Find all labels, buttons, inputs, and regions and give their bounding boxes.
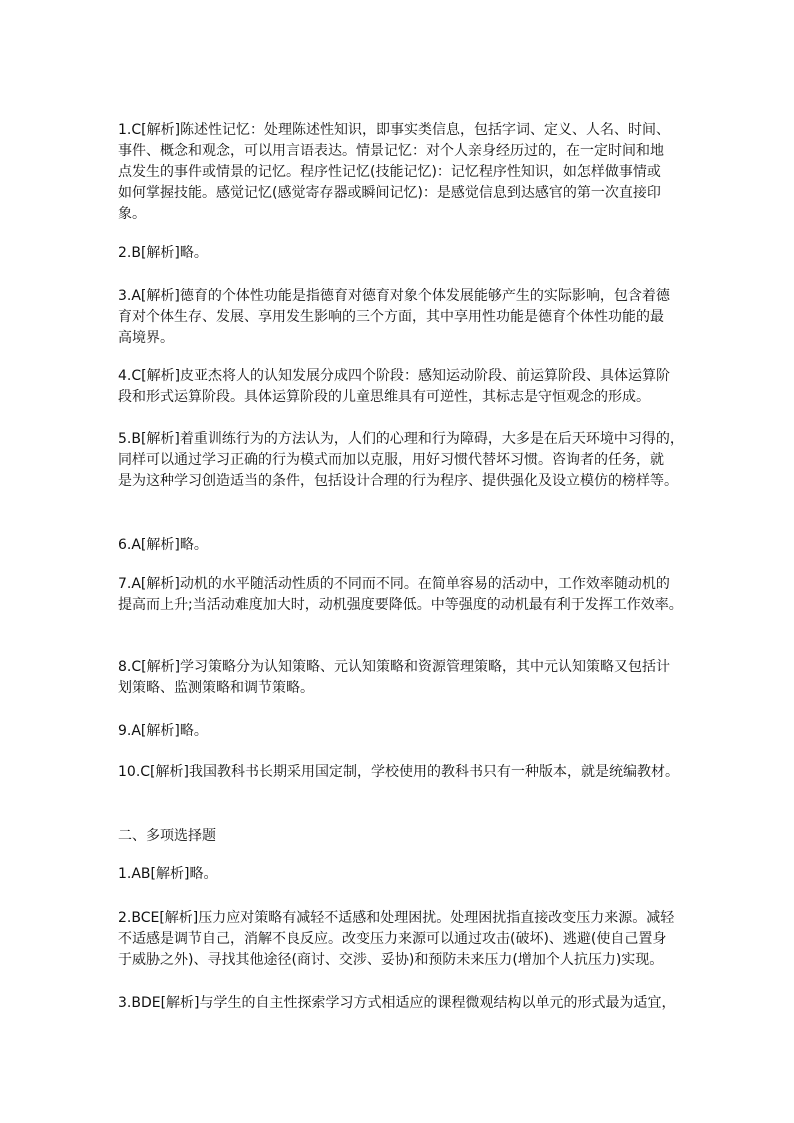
text-line: 10.C[解析]我国教科书长期采用国定制，学校使用的教科书只有一种版本，就是统编教材。	[118, 764, 679, 780]
answer-paragraph-single-4	[118, 366, 718, 408]
answer-paragraph-multi-3	[118, 993, 718, 1014]
text-line: 同样可以通过学习正确的行为模式而加以克服，用好习惯代替坏习惯。咨询者的任务，就	[118, 452, 664, 468]
text-line: 如何掌握技能。感觉记忆(感觉寄存器或瞬间记忆)：是感觉信息到达感官的第一次直接印	[118, 185, 661, 201]
section-heading	[118, 826, 718, 847]
text-line: 1.AB[解析]略。	[118, 866, 218, 882]
answer-paragraph-multi-2	[118, 908, 718, 971]
text-line: 9.A[解析]略。	[118, 723, 208, 739]
answer-paragraph-single-8	[118, 657, 718, 699]
text-line: 育对个体生存、发展、享用发生影响的三个方面，其中享用性功能是德育个体性功能的最	[118, 309, 664, 325]
text-line: 段和形式运算阶段。具体运算阶段的儿童思维具有可逆性，其标志是守恒观念的形成。	[118, 389, 650, 405]
text-line: 是为这种学习创造适当的条件，包括设计合理的行为程序、提供强化及设立模仿的榜样等。	[118, 473, 678, 489]
text-line: 6.A[解析]略。	[118, 537, 208, 553]
text-line: 3.A[解析]德育的个体性功能是指德育对德育对象个体发展能够产生的实际影响，包含着德	[118, 288, 670, 304]
text-line: 点发生的事件或情景的记忆。程序性记忆(技能记忆)：记忆程序性知识，如怎样做事情或	[118, 164, 661, 180]
answer-paragraph-single-6	[118, 535, 718, 556]
answer-paragraph-single-2	[118, 243, 718, 264]
text-line: 划策略、监测策略和调节策略。	[118, 680, 314, 696]
text-line: 事件、概念和观念，可以用言语表达。情景记忆：对个人亲身经历过的，在一定时间和地	[118, 143, 664, 159]
text-line: 高境界。	[118, 330, 174, 346]
text-line: 7.A[解析]动机的水平随活动性质的不同而不同。在简单容易的活动中，工作效率随动机的	[118, 576, 670, 592]
answer-paragraph-single-7	[118, 574, 718, 616]
text-line: 不适感是调节自己，消解不良反应。改变压力来源可以通过攻击(破坏)、逃避(使自己置身	[118, 931, 667, 947]
text-line: 1.C[解析]陈述性记忆：处理陈述性知识，即事实类信息，包括字词、定义、人名、时间、	[118, 122, 671, 138]
text-line: 于威胁之外)、寻找其他途径(商讨、交涉、妥协)和预防未来压力(增加个人抗压力)实现。	[118, 952, 664, 968]
text-line: 2.B[解析]略。	[118, 245, 208, 261]
text-line: 5.B[解析]着重训练行为的方法认为，人们的心理和行为障碍，大多是在后天环境中习得的，	[118, 431, 684, 447]
text-line: 2.BCE[解析]压力应对策略有减轻不适感和处理困扰。处理困扰指直接改变压力来源。减轻	[118, 910, 675, 926]
answer-paragraph-single-10	[118, 762, 718, 783]
text-line: 二、多项选择题	[118, 828, 216, 844]
answer-paragraph-single-9	[118, 721, 718, 742]
text-line: 象。	[118, 206, 146, 222]
text-line: 8.C[解析]学习策略分为认知策略、元认知策略和资源管理策略，其中元认知策略又包括计	[118, 659, 671, 675]
answer-paragraph-single-1	[118, 120, 718, 225]
text-line: 3.BDE[解析]与学生的自主性探索学习方式相适应的课程微观结构以单元的形式最为适宜，	[118, 995, 676, 1011]
answer-paragraph-single-5	[118, 429, 718, 492]
answer-paragraph-single-3	[118, 286, 718, 349]
text-line: 提高而上升;当活动难度加大时，动机强度要降低。中等强度的动机最有利于发挥工作效率。	[118, 597, 683, 613]
answer-paragraph-multi-1	[118, 864, 718, 885]
text-line: 4.C[解析]皮亚杰将人的认知发展分成四个阶段：感知运动阶段、前运算阶段、具体运算阶	[118, 368, 671, 384]
